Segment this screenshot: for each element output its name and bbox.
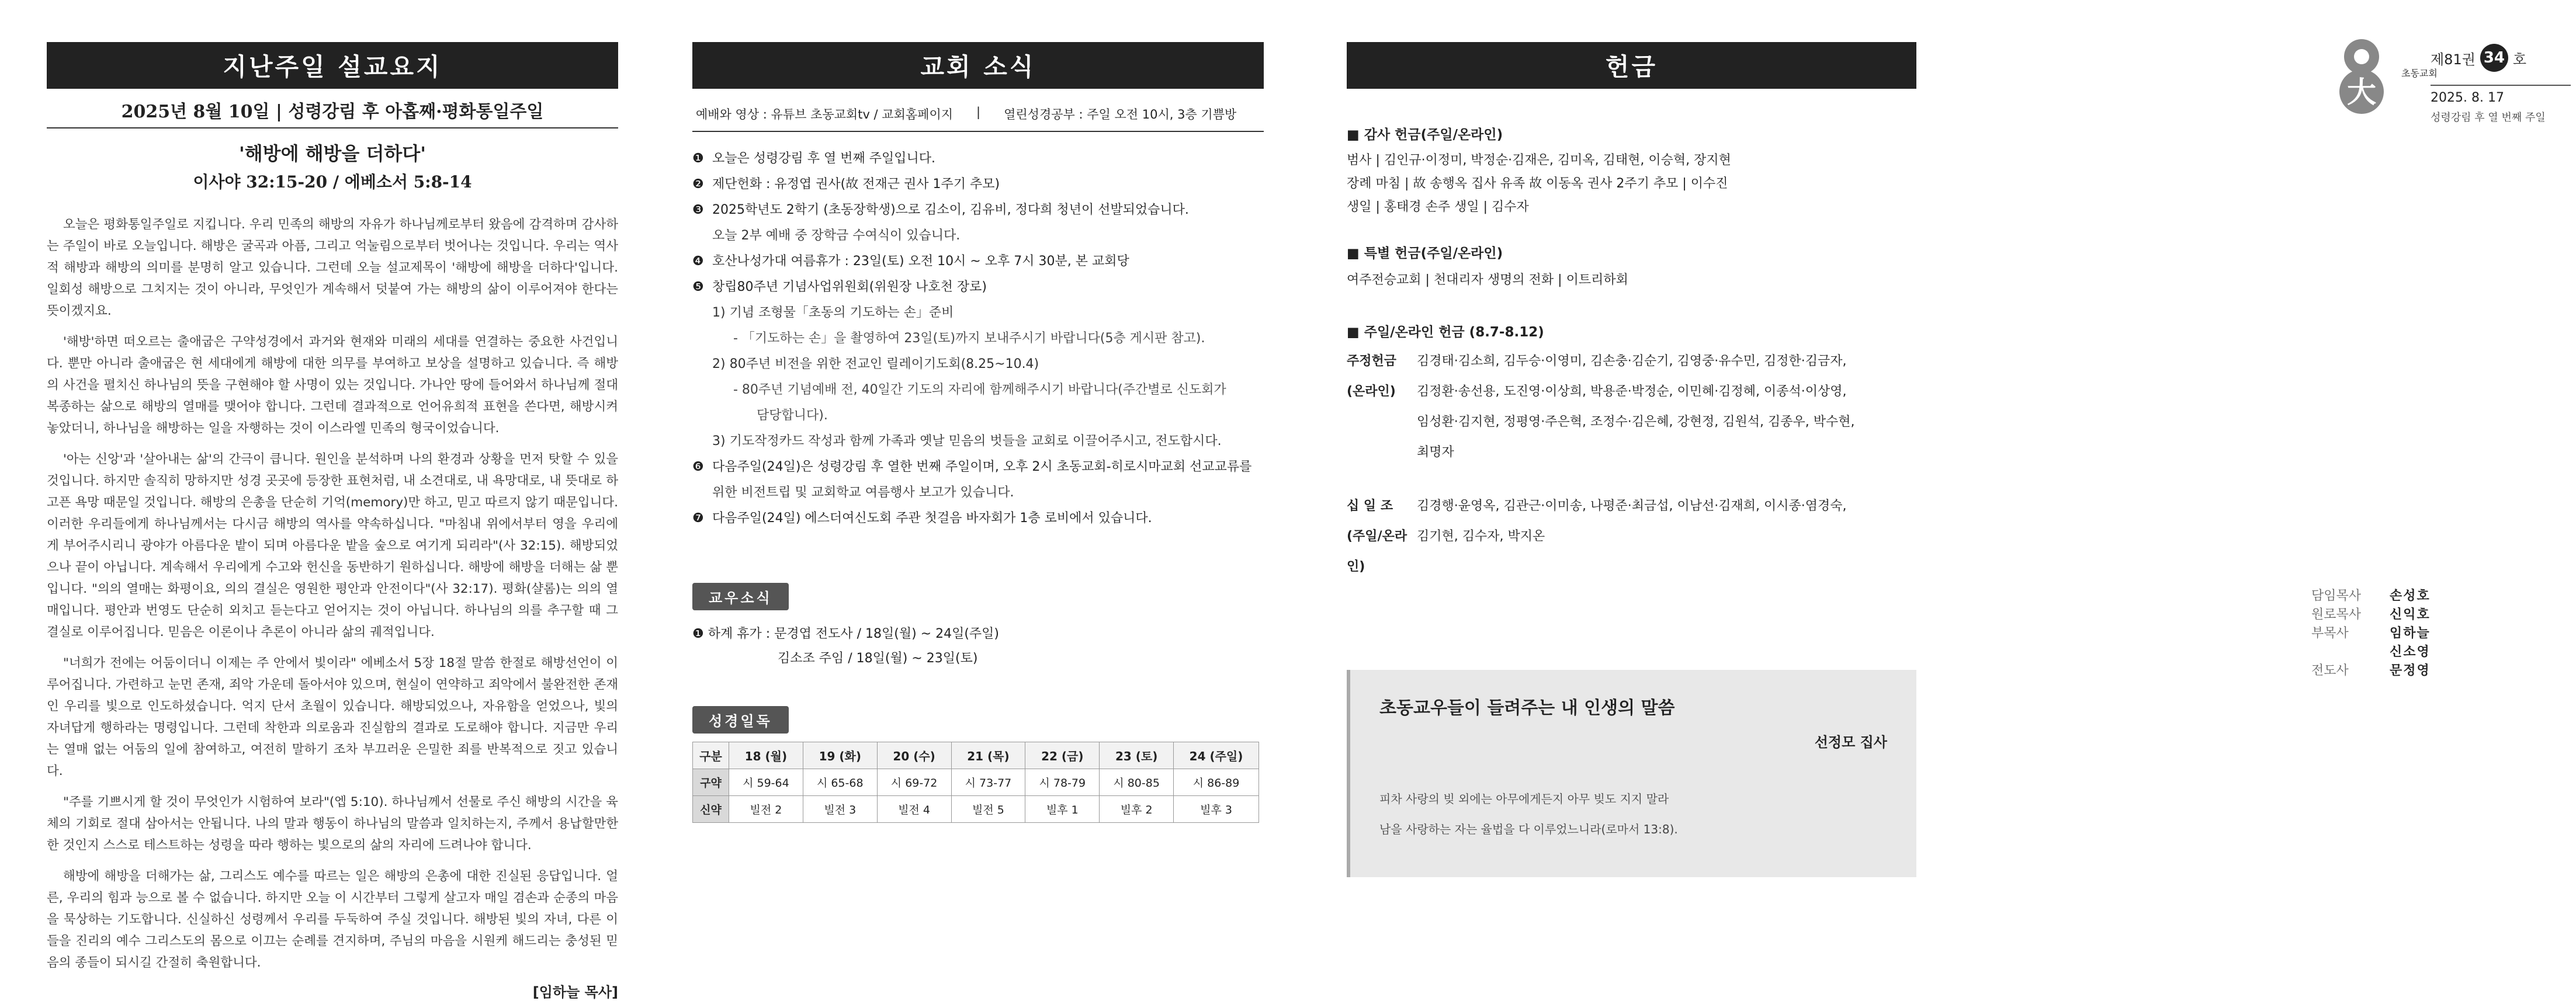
table-cell: 빌전 2 — [729, 796, 803, 823]
staff-role: 원로목사 — [2311, 607, 2362, 622]
sermon-paragraph: "너희가 전에는 어둠이더니 이제는 주 안에서 빛이라" 에베소서 5장 18절 말씀 한절로 해방선언이 이루어집니다. 가련하고 눈먼 존재, 죄악 가운데 돌아서야 있으며, 현실이 연약하고 죄악에서 불완전한 존재인 우리를 빛으로 인도하셨습니다. 억지 단서 초월이 있습니다. 해방되었으나, 자유함을 얻었으나, 빛의 자녀답게 행하라는 명령입니다. 그런데 착한과 의로움과 진실함의 결과로 도로해야 합니다. 지금만 우리는 열매 없는 어둠의 일에 참여하고, 여전히 말하기 조차 부끄러운 은밀한 죄를 반복적으로 짓고 있습니다. — [47, 656, 618, 778]
service-info-left: 예배와 영상 : 유튜브 초동교회tv / 교회홈페이지 — [696, 107, 954, 121]
staff-row — [2284, 587, 2460, 606]
news-item — [692, 300, 1264, 326]
news-item — [692, 403, 1264, 429]
offering-column — [1347, 42, 1916, 877]
bible-reading-tag: 성경일독 — [692, 706, 789, 734]
life-verse-text — [1379, 784, 1887, 844]
svg-text:大: 大 — [2347, 75, 2376, 109]
news-item — [692, 352, 1264, 377]
tithe-names: 김경행·윤영옥, 김관근·이미송, 나평준·최금섭, 이남선·김재희, 이시종·염경숙, — [1417, 499, 1847, 513]
sermon-paragraph: '아는 신앙'과 '살아내는 삶'의 간극이 큽니다. 원인을 분석하며 나의 환경과 상황을 먼저 탓할 수 있을 것입니다. 하지만 솔직히 망하지만 성경 곳곳에 등장한 표현처럼, 내 소견대로, 내 욕망대로, 내 뜻대로 하고픈 욕망 때문일 것입니다. 해방의 은총을 단순히 기억(memory)만 하고, 믿고 따르지 않기 때문입니다. 이러한 우리들에게 하나님께서는 다시금 해방의 역사를 약속하십니다. "마침내 위에서부터 영을 우리에게 부어주시리니 광야가 아름다운 밭이 되며 아름다운 밭을 숲으로 여기게 되리라"(사 32:15). 해방되었으나 끝이 아닙니다. 계속해서 우리에게 수고와 헌신을 동반하기 원하십니다. 해방에 해방을 더해는 삶 뿐입니다. "의의 열매는 화평이요, 의의 결실은 영원한 평안과 안전이다"(사 32:17). 평화(샬롬)는 의의 열매입니다. 평안과 번영도 단순히 외치고 듣는다고 얻어지는 것이 아닙니다. 하나님의 의를 추구할 때 그 결실로 이루어집니다. 믿음은 이론이나 추론이 아니라 삶의 궤적입니다. — [47, 452, 618, 639]
service-info-right: 열린성경공부 : 주일 오전 10시, 3층 기쁨방 — [1004, 107, 1237, 121]
sermon-body — [47, 214, 618, 974]
news-item-number: ❸ — [692, 203, 704, 217]
table-cell: 시 78-79 — [1025, 769, 1100, 796]
special-offering-section — [1347, 242, 1916, 292]
news-item-number: ❺ — [692, 280, 704, 294]
thanks-offering-heading: ■ 감사 헌금(주일/온라인) — [1347, 127, 1503, 142]
staff-name: 손성호 — [2390, 589, 2431, 603]
table-cell: 빌전 4 — [877, 796, 951, 823]
alumni-news-line: 김소조 주임 / 18일(월) ~ 23일(토) — [778, 651, 978, 666]
sermon-paragraph: "주를 기쁘시게 할 것이 무엇인가 시험하여 보라"(엡 5:10). 하나님께서 선물로 주신 해방의 시간을 육체의 기회로 절대 삼아서는 안됩니다. 나의 말과 행동이 하나님의 말씀과 일치하는지, 주께서 용납할만한 한 것인지 스스로 테스트하는 성령을 따라 행하는 빛으로의 삶의 자리에 드려나야 합니다. — [47, 795, 618, 853]
news-item-text: 담당합니다). — [757, 408, 828, 423]
church-name: 초동교회 — [2401, 68, 2438, 79]
staff-list — [2284, 587, 2460, 680]
news-item-text: 호산나성가대 여름휴가 : 23일(토) 오전 10시 ~ 오후 7시 30분, 본 교회당 — [712, 254, 1129, 269]
service-info-bar — [692, 105, 1264, 132]
table-row — [693, 796, 1259, 823]
table-row — [693, 769, 1259, 796]
offering-header: 헌금 — [1347, 42, 1916, 89]
table-header-cell: 구분 — [693, 742, 729, 769]
table-header-cell: 21 (목) — [951, 742, 1025, 769]
table-row-label: 구약 — [693, 769, 729, 796]
sermon-paragraph: 오늘은 평화통일주일로 지킵니다. 우리 민족의 해방의 자유가 하나님께로부터 왔음에 감격하며 감사하는 주일이 바로 오늘입니다. 해방은 굴곡과 아픔, 그리고 억눌림으로부터 벗어나는 것입니다. 우리는 역사적 해방과 해방의 의미를 분명히 알고 있습니다. 그런데 오늘 설교제목이 '해방에 해방을 더하다'입니다. 일회성 해방으로 그치지는 것이 아니라, 무엇인가 계속해서 덧붙여 가는 해방의 삶이 이루어져야 한다는 뜻이겠지요. — [47, 217, 618, 318]
bible-reading-table — [692, 742, 1259, 823]
news-item — [692, 146, 1264, 172]
news-item — [692, 223, 1264, 249]
volume-prefix: 제81권 — [2431, 51, 2476, 68]
news-item-number: ❷ — [692, 177, 704, 192]
staff-name: 문정영 — [2390, 663, 2431, 678]
staff-role — [2311, 643, 2381, 662]
sermon-signature: [임하늘 목사] — [532, 984, 618, 1000]
news-list — [692, 146, 1264, 531]
issue-volume — [2431, 44, 2526, 72]
news-item-text: 2025학년도 2학기 (초동장학생)으로 김소이, 김유비, 정다희 청년이 선발되었습니다. — [712, 203, 1189, 217]
news-item — [692, 172, 1264, 197]
issue-suffix: 호 — [2512, 51, 2527, 68]
issue-date: 2025. 8. 17 — [2431, 91, 2504, 105]
staff-name: 신소영 — [2390, 645, 2431, 659]
news-item-number: ❼ — [692, 511, 704, 526]
news-item-number: ❶ — [692, 151, 704, 166]
sermon-title: '해방에 해방을 더하다' — [238, 142, 427, 165]
thanks-offering-line: 장례 마침 | 故 송행옥 집사 유족 故 이동옥 권사 2주기 추모 | 이수진 — [1347, 176, 1728, 191]
special-offering-heading: ■ 특별 헌금(주일/온라인) — [1347, 246, 1503, 261]
news-header: 교회 소식 — [692, 42, 1264, 89]
table-header-cell: 20 (수) — [877, 742, 951, 769]
news-item-number: ❻ — [692, 460, 704, 474]
sermon-scripture: 이사야 32:15-20 / 에베소서 5:8-14 — [193, 172, 472, 192]
life-verse-author: 선정모 집사 — [1814, 734, 1887, 750]
table-cell: 시 86-89 — [1174, 769, 1259, 796]
news-item-text: 오늘은 성령강림 후 열 번째 주일입니다. — [712, 151, 935, 166]
table-cell: 시 69-72 — [877, 769, 951, 796]
sermon-paragraph: '해방'하면 떠오르는 출애굽은 구약성경에서 과거와 현재와 미래의 세대를 연결하는 중요한 사건입니다. 뿐만 아니라 출애굽은 현 세대에게 해방에 대한 의무를 부여하고 보상을 설명하고 있습니다. 즉 해방의 사건을 펼치신 하나님의 뜻을 구현해야 할 사명이 있는 것입니다. 가나안 땅에 들어와서 하나님께 절대 복종하는 삶으로 해방의 열매를 맺어야 합니다. 그런데 결과적으로 언어유희적 표현을 쓴다면, 해방시켜 놓았더니, 하나님을 해방하는 일을 자행하는 것이 이스라엘 민족의 형국이었습니다. — [47, 335, 618, 436]
news-item — [692, 197, 1264, 223]
table-header-row — [693, 742, 1259, 769]
news-item — [692, 377, 1264, 403]
news-item-text: 제단헌화 : 유정엽 권사(故 전재근 권사 1주기 추모) — [712, 177, 1000, 192]
table-cell: 시 65-68 — [803, 769, 877, 796]
staff-row — [2284, 643, 2460, 662]
thanks-offering-line: 생일 | 홍태경 손주 생일 | 김수자 — [1347, 200, 1529, 214]
news-item-text: 다음주일(24일)은 성령강림 후 열한 번째 주일이며, 오후 2시 초동교회-히로시마교회 선교교류를 — [712, 460, 1252, 474]
table-cell: 빌후 1 — [1025, 796, 1100, 823]
bible-reading-section — [692, 706, 1264, 734]
weekly-offering-names: 김경태·김소희, 김두승·이영미, 김손충·김순기, 김영중·유수민, 김정한·김금자, — [1417, 354, 1847, 369]
thanks-offering-line: 범사 | 김인규·이정미, 박정순·김재은, 김미옥, 김태현, 이승혁, 장지현 — [1347, 153, 1731, 168]
table-cell: 빌전 5 — [951, 796, 1025, 823]
sermon-column — [47, 42, 618, 1001]
news-item-text: 오늘 2부 예배 중 장학금 수여식이 있습니다. — [712, 228, 961, 243]
news-item — [692, 249, 1264, 274]
news-item-text: 창립80주년 기념사업위원회(위원장 나호천 장로) — [712, 280, 987, 294]
table-header-cell: 19 (화) — [803, 742, 877, 769]
life-verse-line: 남을 사랑하는 자는 율법을 다 이루었느니라(로마서 13:8). — [1379, 822, 1678, 836]
table-cell: 시 59-64 — [729, 769, 803, 796]
table-cell: 빌전 3 — [803, 796, 877, 823]
special-offering-line: 여주전승교회 | 천대리자 생명의 전화 | 이트리하회 — [1347, 273, 1628, 287]
sermon-header: 지난주일 설교요지 — [47, 42, 618, 89]
tithe-names: 김기현, 김수자, 박지온 — [1417, 529, 1545, 544]
weekly-offering-label-sub: (온라인) — [1347, 384, 1396, 399]
news-column — [692, 42, 1264, 823]
news-item — [692, 506, 1264, 531]
staff-row — [2284, 624, 2460, 643]
news-item-text: - 80주년 기념예배 전, 40일간 기도의 자리에 함께해주시기 바랍니다(주간별로 신도회가 — [733, 383, 1226, 397]
tithe-section — [1347, 491, 1916, 582]
news-item-text: 위한 비전트립 및 교회학교 여름행사 보고가 있습니다. — [712, 485, 1014, 500]
issue-number-badge: 34 — [2480, 44, 2508, 72]
news-item — [692, 454, 1264, 480]
alumni-news-body — [692, 622, 1264, 671]
staff-role: 담임목사 — [2311, 589, 2362, 603]
news-item — [692, 429, 1264, 454]
tithe-label: 십 일 조 — [1347, 499, 1393, 513]
table-header-cell: 22 (금) — [1025, 742, 1100, 769]
news-item-text: - 「기도하는 손」을 촬영하여 23일(토)까지 보내주시기 바랍니다(5층 게시판 참고). — [733, 331, 1205, 346]
masthead-divider — [2431, 85, 2571, 86]
news-item-number: ❹ — [692, 254, 704, 269]
news-item — [692, 480, 1264, 506]
table-header-cell: 24 (주일) — [1174, 742, 1259, 769]
table-cell: 빌후 3 — [1174, 796, 1259, 823]
table-cell: 시 80-85 — [1100, 769, 1174, 796]
weekly-offering-names: 임성환·김지현, 정평영·주은혁, 조정수·김은혜, 강현정, 김원석, 김종우, 박수현, — [1417, 415, 1855, 429]
life-verse-box — [1347, 670, 1916, 877]
sermon-paragraph: 해방에 해방을 더해가는 삶, 그리스도 예수를 따르는 일은 해방의 은총에 대한 진실된 응답입니다. 얼른, 우리의 힘과 능으로 볼 수 없습니다. 하지만 오늘 이 시간부터 그렇게 살고자 매일 겸손과 순종의 마음을 묵상하는 기도합니다. 신실하신 성령께서 우리를 두둑하여 주실 것입니다. 해방된 빛의 자녀, 다른 이들을 진리의 예수 그리스도의 몸으로 이끄는 순례를 견지하며, 주님의 마음을 시원케 해드리는 충성된 믿음의 종들이 되시길 간절히 축원합니다. — [47, 869, 618, 970]
news-item-text: 3) 기도작정카드 작성과 함께 가족과 옛날 믿음의 벗들을 교회로 이끌어주시고, 전도합시다. — [712, 434, 1222, 449]
weekly-offering-heading: ■ 주일/온라인 헌금 (8.7-8.12) — [1347, 325, 1544, 340]
tithe-label-sub: (주일/온라인) — [1347, 529, 1407, 574]
news-item-text: 1) 기념 조형물「초동의 기도하는 손」준비 — [712, 305, 954, 320]
sermon-date: 2025년 8월 10일 | 성령강림 후 아홉째·평화통일주일 — [47, 97, 618, 128]
weekly-offering-names: 최명자 — [1417, 445, 1454, 460]
staff-name: 신익호 — [2390, 607, 2431, 622]
weekly-offering-label: 주정헌금 — [1347, 354, 1397, 369]
life-verse-line: 피차 사랑의 빚 외에는 아무에게든지 아무 빚도 지지 말라 — [1379, 792, 1669, 806]
staff-row — [2284, 662, 2460, 680]
alumni-news-tag: 교우소식 — [692, 583, 789, 610]
liturgical-sunday: 성령강림 후 열 번째 주일 — [2431, 112, 2546, 124]
news-item — [692, 326, 1264, 352]
table-cell: 빌후 2 — [1100, 796, 1174, 823]
staff-name: 임하늘 — [2390, 626, 2431, 641]
staff-row — [2284, 606, 2460, 624]
service-info-separator: | — [976, 105, 981, 119]
news-item-text: 2) 80주년 비전을 위한 전교인 릴레이기도회(8.25~10.4) — [712, 357, 1039, 371]
table-header-cell: 18 (월) — [729, 742, 803, 769]
table-row-label: 신약 — [693, 796, 729, 823]
life-verse-title: 초동교우들이 들려주는 내 인생의 말씀 — [1379, 698, 1675, 718]
weekly-offering-section — [1347, 321, 1916, 468]
staff-role: 부목사 — [2311, 626, 2349, 641]
alumni-news-line: ❶ 하계 휴가 : 문경엽 전도사 / 18일(월) ~ 24일(주일) — [692, 627, 1000, 641]
table-header-cell: 23 (토) — [1100, 742, 1174, 769]
news-item — [692, 274, 1264, 300]
weekly-offering-names: 김정환·송선용, 도진영·이상희, 박용준·박정순, 이민혜·김정혜, 이종석·이상영, — [1417, 384, 1847, 399]
staff-role: 전도사 — [2311, 663, 2349, 678]
thanks-offering-section — [1347, 124, 1916, 219]
table-cell: 시 73-77 — [951, 769, 1025, 796]
news-item-text: 다음주일(24일) 에스더여신도회 주관 첫걸음 바자회가 1층 로비에서 있습니다. — [712, 511, 1152, 526]
alumni-news-section — [692, 583, 1264, 610]
